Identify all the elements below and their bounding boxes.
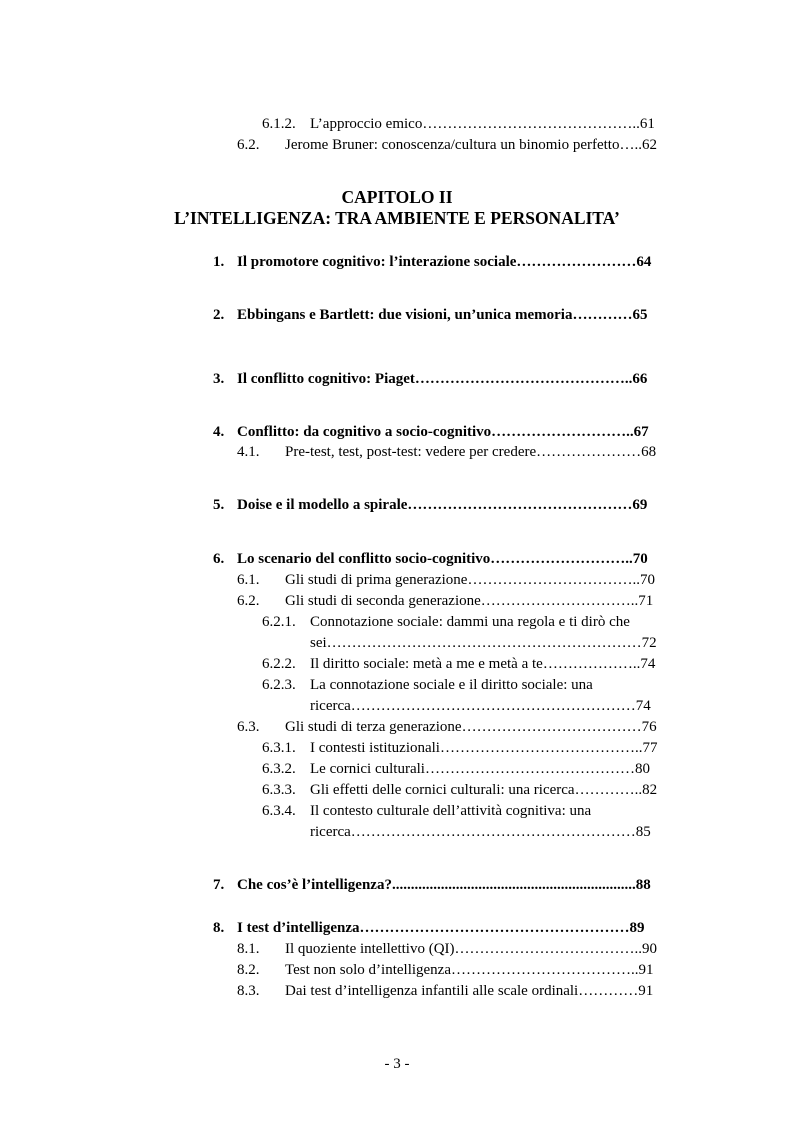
toc-section-text: Doise e il modello a spirale………………………………………69 bbox=[237, 497, 648, 513]
toc-entry-number: 8.1. bbox=[237, 941, 260, 957]
toc-entry-text: Connotazione sociale: dammi una regola e ti dirò che bbox=[310, 614, 630, 630]
toc-entry-text: L’approccio emico……………………………………..61 bbox=[310, 116, 655, 132]
toc-section-number: 2. bbox=[213, 307, 225, 323]
toc-entry-number: 6.2.2. bbox=[262, 656, 296, 672]
toc-entry-number: 6.2. bbox=[237, 593, 260, 609]
toc-section-text: Conflitto: da cognitivo a socio-cognitivo………………………..67 bbox=[237, 424, 649, 440]
toc-entry-text: Il contesto culturale dell’attività cognitiva: una bbox=[310, 803, 592, 819]
toc-entry-text: Dai test d’intelligenza infantili alle scale ordinali…………91 bbox=[285, 983, 654, 999]
toc-section-number: 7. bbox=[213, 877, 225, 893]
toc-entry-text: Il diritto sociale: metà a me e metà a te………………..74 bbox=[310, 656, 656, 672]
toc-entry-text: La connotazione sociale e il diritto sociale: una bbox=[310, 677, 593, 693]
toc-section-number: 4. bbox=[213, 424, 225, 440]
toc-entry-number: 6.3.1. bbox=[262, 740, 296, 756]
toc-entry-number: 6.2.1. bbox=[262, 614, 296, 630]
toc-entry-number: 6.3.3. bbox=[262, 782, 296, 798]
toc-entry-number: 6.2. bbox=[237, 137, 260, 153]
toc-section-text: Il conflitto cognitivo: Piaget……………………………………..66 bbox=[237, 371, 648, 387]
toc-section-number: 6. bbox=[213, 551, 225, 567]
toc-section-text: Il promotore cognitivo: l’interazione sociale……………………64 bbox=[237, 254, 652, 270]
toc-entry-number: 6.2.3. bbox=[262, 677, 296, 693]
chapter-title: L’INTELLIGENZA: TRA AMBIENTE E PERSONALITA’ bbox=[174, 208, 620, 228]
toc-entry-number: 8.2. bbox=[237, 962, 260, 978]
toc-entry-text: Gli studi di prima generazione……………………………..70 bbox=[285, 572, 655, 588]
toc-entry-text: Gli effetti delle cornici culturali: una ricerca…………..82 bbox=[310, 782, 658, 798]
toc-entry-text: Le cornici culturali……………………………………80 bbox=[310, 761, 650, 777]
toc-entry-number: 6.1.2. bbox=[262, 116, 296, 132]
toc-section-text: I test d’intelligenza………………………………………………89 bbox=[237, 920, 645, 936]
toc-entry-number: 4.1. bbox=[237, 444, 260, 460]
page-number: - 3 - bbox=[384, 1056, 410, 1072]
toc-section-number: 1. bbox=[213, 254, 225, 270]
toc-section-text: Lo scenario del conflitto socio-cognitivo………………………..70 bbox=[237, 551, 648, 567]
toc-entry-number: 8.3. bbox=[237, 983, 260, 999]
toc-entry-number: 6.1. bbox=[237, 572, 260, 588]
toc-entry-text: sei………………………………………………………72 bbox=[310, 635, 657, 651]
toc-section-number: 8. bbox=[213, 920, 225, 936]
toc-entry-text: I contesti istituzionali…………………………………..77 bbox=[310, 740, 658, 756]
toc-entry-number: 6.3.2. bbox=[262, 761, 296, 777]
toc-entry-text: Jerome Bruner: conoscenza/cultura un binomio perfetto…..62 bbox=[285, 137, 657, 153]
toc-entry-text: ricerca…………………………………………………74 bbox=[310, 698, 651, 714]
toc-entry-text: Gli studi di terza generazione………………………………76 bbox=[285, 719, 657, 735]
toc-section-number: 5. bbox=[213, 497, 225, 513]
toc-entry-text: Gli studi di seconda generazione…………………………..71 bbox=[285, 593, 654, 609]
toc-section-number: 3. bbox=[213, 371, 225, 387]
toc-entry-text: ricerca…………………………………………………85 bbox=[310, 824, 651, 840]
toc-section-text: Ebbingans e Bartlett: due visioni, un’unica memoria…………65 bbox=[237, 307, 648, 323]
toc-section-text: Che cos’è l’intelligenza?.................................................................88 bbox=[237, 877, 651, 893]
chapter-label: CAPITOLO II bbox=[341, 187, 453, 207]
toc-entry-number: 6.3.4. bbox=[262, 803, 296, 819]
toc-entry-text: Test non solo d’intelligenza………………………………..91 bbox=[285, 962, 654, 978]
toc-entry-text: Il quoziente intellettivo (QI)………………………………..90 bbox=[285, 941, 658, 957]
toc-entry-text: Pre-test, test, post-test: vedere per credere…………………68 bbox=[285, 444, 657, 460]
toc-entry-number: 6.3. bbox=[237, 719, 260, 735]
